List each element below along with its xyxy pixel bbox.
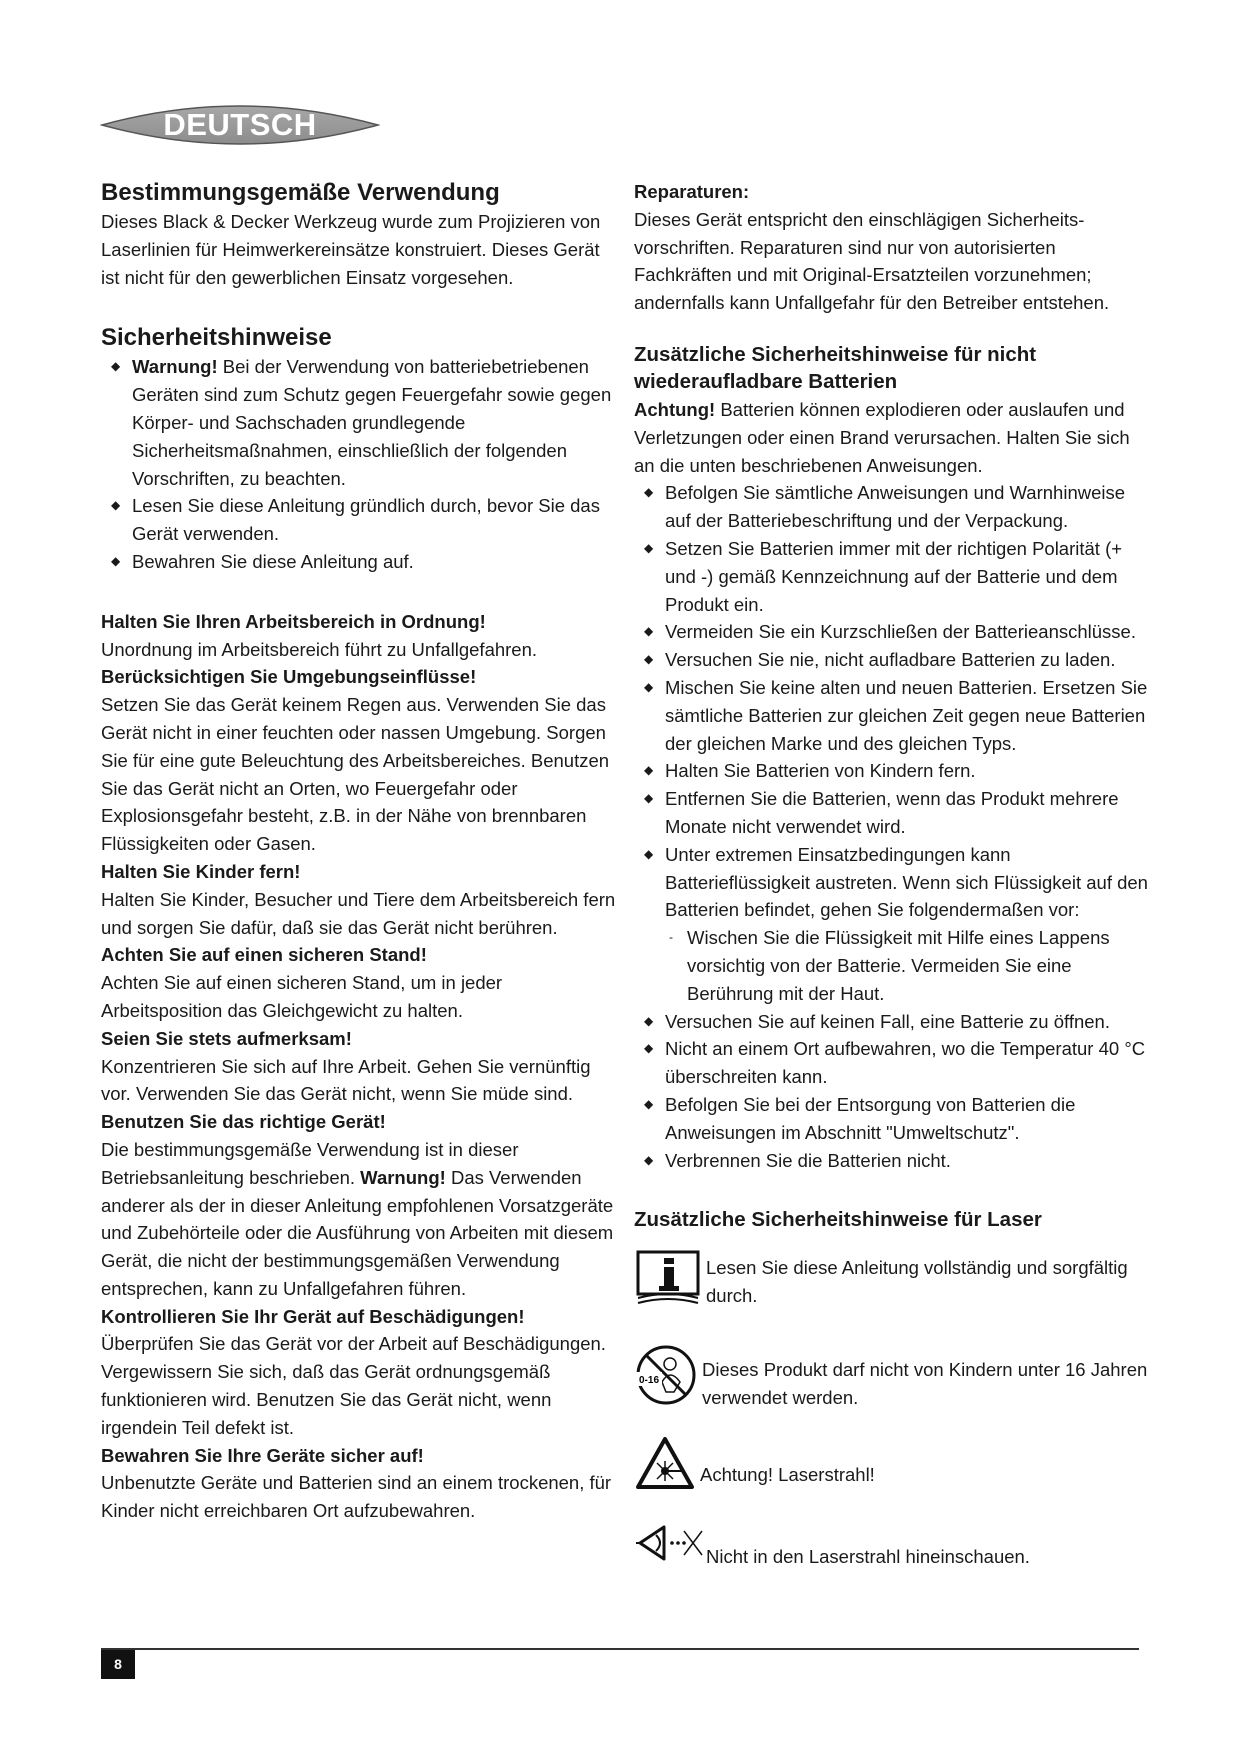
list-item: ◆ Befolgen Sie bei der Entsorgung von Batterien die Anweisungen im Abschnitt "Umweltschutz". — [634, 1091, 1154, 1147]
footer-rule — [101, 1648, 1139, 1650]
subheading: Achten Sie auf einen sicheren Stand! — [101, 944, 427, 966]
symbol-laser-warning — [634, 1435, 1154, 1491]
no-stare-eye-icon — [634, 1515, 706, 1573]
safety-heading: Sicherheitshinweise — [101, 324, 332, 352]
subheading: Bewahren Sie Ihre Geräte sicher auf! — [101, 1444, 424, 1466]
paragraph: Konzentrieren Sie sich auf Ihre Arbeit. Gehen Sie vernünftig vor. Verwenden Sie das Gerät nicht, wenn Sie müde sind. — [101, 1055, 591, 1105]
safety-list — [101, 353, 621, 575]
right-column — [634, 178, 1154, 1573]
list-item: - Wischen Sie die Flüssigkeit mit Hilfe eines Lappens vorsichtig von der Batterie. Vermeiden Sie eine Berührung mit der Haut. — [665, 924, 1154, 1007]
subheading: Halten Sie Ihren Arbeitsbereich in Ordnung! — [101, 610, 486, 632]
symbol-read-manual — [634, 1248, 1154, 1310]
battery-intro: Achtung! Batterien können explodieren oder auslaufen und Verletzungen oder einen Brand verursachen. Halten Sie sich an die unten beschriebenen Anweisungen. — [634, 398, 1130, 476]
symbol-no-children — [634, 1342, 1154, 1412]
battery-safety-heading: Zusätzliche Sicherheitshinweise für nicht wiederaufladbare Batterien — [634, 342, 1037, 394]
list-item: ◆ Setzen Sie Batterien immer mit der richtigen Polarität (+ und -) gemäß Kennzeichnung auf der Batterie und dem Produkt ein. — [634, 535, 1154, 618]
list-item: ◆ Nicht an einem Ort aufbewahren, wo die Temperatur 40 °C überschreiten kann. — [634, 1035, 1154, 1091]
paragraph: Setzen Sie das Gerät keinem Regen aus. Verwenden Sie das Gerät nicht in einer feuchten oder nassen Umgebung. Sorgen Sie für eine gute Beleuchtung des Arbeitsbereiches. Benutzen Sie das Gerät nicht an Orten, wo Feuergefahr oder Explosionsgefahr besteht, z.B. in der Nähe von brennbaren Flüssigkeiten oder Gasen. — [101, 694, 610, 855]
age-label: 0-16 — [638, 1374, 660, 1386]
language-badge — [100, 96, 380, 154]
subheading: Benutzen Sie das richtige Gerät! — [101, 1111, 386, 1133]
left-column — [101, 178, 621, 1525]
list-item: ◆ Verbrennen Sie die Batterien nicht. — [634, 1147, 1154, 1175]
manual-book-icon — [634, 1248, 706, 1310]
list-item: ◆ Warnung! Bei der Verwendung von batteriebetriebenen Geräten sind zum Schutz gegen Feuergefahr sowie gegen Körper- und Sachschaden grundlegende Sicherheitsmaßnahmen, einschließlich der folgenden Vorschriften, zu beachten. — [101, 353, 621, 492]
list-item: ◆ Versuchen Sie auf keinen Fall, eine Batterie zu öffnen. — [634, 1008, 1154, 1036]
repairs-heading: Reparaturen: — [634, 181, 750, 202]
list-item: ◆ Lesen Sie diese Anleitung gründlich durch, bevor Sie das Gerät verwenden. — [101, 492, 621, 548]
subheading: Kontrollieren Sie Ihr Gerät auf Beschädigungen! — [101, 1305, 525, 1327]
symbol-text: Dieses Produkt darf nicht von Kindern unter 16 Jahren verwendet werden. — [702, 1358, 1148, 1408]
list-item: ◆ Vermeiden Sie ein Kurzschließen der Batterieanschlüsse. — [634, 618, 1154, 646]
paragraph: Überprüfen Sie das Gerät vor der Arbeit auf Beschädigungen. Vergewissern Sie sich, daß das Gerät ordnungsgemäß funktionieren wird. Benutzen Sie das Gerät nicht, wenn irgendein Teil defekt ist. — [101, 1333, 606, 1438]
battery-list — [634, 479, 1154, 1174]
list-item: ◆ Befolgen Sie sämtliche Anweisungen und Warnhinweise auf der Batteriebeschriftung und der Verpackung. — [634, 479, 1154, 535]
paragraph: Achten Sie auf einen sicheren Stand, um in jeder Arbeitsposition das Gleichgewicht zu halten. — [101, 972, 503, 1021]
list-item: ◆ Versuchen Sie nie, nicht aufladbare Batterien zu laden. — [634, 646, 1154, 674]
laser-safety-heading: Zusätzliche Sicherheitshinweise für Laser — [634, 1208, 1042, 1232]
symbol-text: Achtung! Laserstrahl! — [700, 1464, 875, 1486]
intended-use-heading: Bestimmungsgemäße Verwendung — [101, 179, 500, 206]
repairs-text: Dieses Gerät entspricht den einschlägigen Sicherheits-vorschriften. Reparaturen sind nur von autorisierten Fachkräften und mit Original-Ersatzteilen vorzunehmen; andernfalls kann Unfallgefahr für den Betreiber entstehen. — [634, 208, 1110, 314]
list-item: ◆ Bewahren Sie diese Anleitung auf. — [101, 548, 621, 576]
symbol-text: Nicht in den Laserstrahl hineinschauen. — [706, 1546, 1030, 1568]
symbol-no-stare — [634, 1515, 1154, 1573]
paragraph: Halten Sie Kinder, Besucher und Tiere dem Arbeitsbereich fern und sorgen Sie dafür, daß sie das Gerät nicht berühren. — [101, 888, 616, 938]
language-label: DEUTSCH — [163, 107, 317, 142]
laser-warning-icon — [634, 1435, 700, 1491]
list-item: ◆ Halten Sie Batterien von Kindern fern. — [634, 757, 1154, 785]
list-item: ◆ Unter extremen Einsatzbedingungen kann Batterieflüssigkeit austreten. Wenn sich Flüssigkeit auf den Batterien befindet, gehen Sie folgendermaßen vor: - Wischen Sie die Flüssigkeit mit Hilfe eines Lappens vorsichtig von der Batterie. Vermeiden Sie eine Berührung mit der Haut. — [634, 841, 1154, 1008]
paragraph: Unbenutzte Geräte und Batterien sind an einem trockenen, für Kinder nicht erreichbaren Ort aufzubewahren. — [101, 1472, 612, 1522]
subheading: Halten Sie Kinder fern! — [101, 860, 301, 882]
intended-use-text: Dieses Black & Decker Werkzeug wurde zum Projizieren von Laserlinien für Heimwerkereinsätze konstruiert. Dieses Gerät ist nicht für den gewerblichen Einsatz vorgesehen. — [101, 211, 601, 288]
list-item: ◆ Mischen Sie keine alten und neuen Batterien. Ersetzen Sie sämtliche Batterien zur gleichen Zeit gegen neue Batterien der gleichen Marke und des gleichen Typs. — [634, 674, 1154, 757]
no-children-icon — [634, 1342, 702, 1408]
symbol-text: Lesen Sie diese Anleitung vollständig und sorgfältig durch. — [706, 1256, 1128, 1306]
page-number: 8 — [101, 1650, 135, 1679]
subheading: Seien Sie stets aufmerksam! — [101, 1027, 352, 1049]
paragraph: Unordnung im Arbeitsbereich führt zu Unfallgefahren. — [101, 638, 538, 660]
paragraph: Die bestimmungsgemäße Verwendung ist in dieser Betriebsanleitung beschrieben. Warnung! Das Verwenden anderer als der in dieser Anleitung empfohlenen Vorsatzgeräte und Zubehörteile oder die Ausführung von Arbeiten mit diesem Gerät, die nicht der bestimmungsgemäßen Verwendung entsprechen, kann zu Unfallgefahren führen. — [101, 1138, 614, 1299]
list-item: ◆ Entfernen Sie die Batterien, wenn das Produkt mehrere Monate nicht verwendet wird. — [634, 785, 1154, 841]
sub-list — [665, 924, 1154, 1007]
subheading: Berücksichtigen Sie Umgebungseinflüsse! — [101, 666, 477, 688]
